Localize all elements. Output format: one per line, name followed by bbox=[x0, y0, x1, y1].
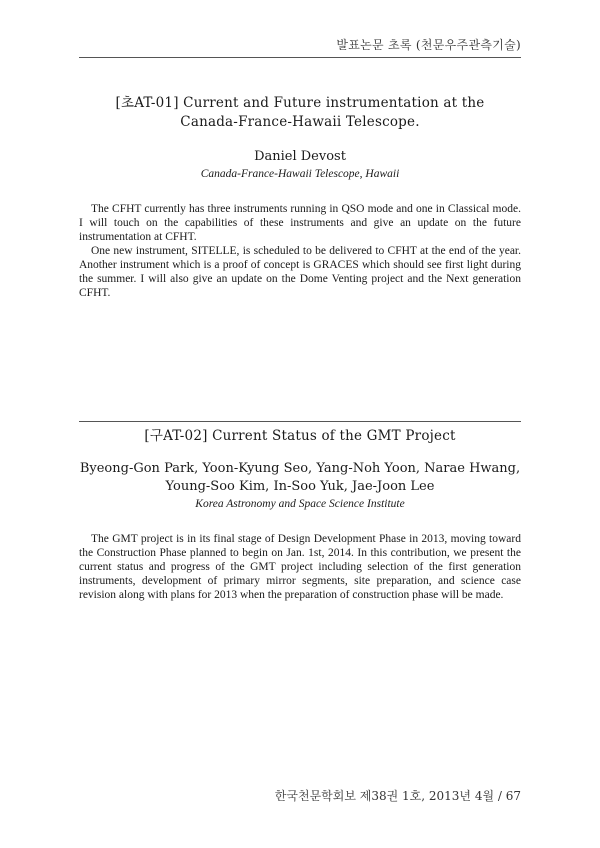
author-line: Byeong-Gon Park, Yoon-Kyung Seo, Yang-Noh Yoon, Narae Hwang, bbox=[79, 461, 521, 476]
abstract-paragraph: The CFHT currently has three instruments running in QSO mode and one in Classical mode. I will touch on the capabilities of these instruments and give an update on the future instrumentation at CFHT. bbox=[79, 203, 521, 243]
running-header: 발표논문 초록 (천문우주관측기술) bbox=[336, 38, 521, 52]
affiliation: Korea Astronomy and Space Science Institute bbox=[195, 498, 405, 510]
affiliation: Canada-France-Hawaii Telescope, Hawaii bbox=[200, 168, 400, 180]
author-list: Daniel Devost bbox=[254, 149, 346, 164]
abstract-at01 bbox=[79, 94, 521, 300]
author-line: Young-Soo Kim, In-Soo Yuk, Jae-Joon Lee bbox=[165, 479, 435, 494]
abstract-at02 bbox=[79, 421, 521, 602]
abstract-paragraph: One new instrument, SITELLE, is scheduled to be delivered to CFHT at the end of the year. Another instrument which is a proof of concept is GRACES which should see first light during the summer. I will also give an update on the Dome Venting project and the Next generation CFHT. bbox=[79, 245, 521, 299]
abstract-title bbox=[79, 94, 521, 132]
abstract-title: [구AT-02] Current Status of the GMT Project bbox=[144, 428, 456, 444]
title-line: [초AT-01] Current and Future instrumentation at the bbox=[115, 95, 485, 111]
title-line: Canada-France-Hawaii Telescope. bbox=[180, 114, 420, 130]
page-footer: 한국천문학회보 제38권 1호, 2013년 4월 / 67 bbox=[274, 789, 521, 803]
abstract-body bbox=[79, 532, 521, 602]
abstract-paragraph: The GMT project is in its final stage of Design Development Phase in 2013, moving toward the Construction Phase planned to begin on Jan. 1st, 2014. In this contribution, we present the current status and progress of the GMT project including selection of the first generation instruments, development of primary mirror segments, site preparation, and science case revision along with plans for 2013 when the preparation of construction phase will be made. bbox=[79, 533, 521, 601]
abstract-body bbox=[79, 202, 521, 300]
author-list bbox=[79, 460, 521, 496]
header-divider bbox=[79, 57, 521, 58]
